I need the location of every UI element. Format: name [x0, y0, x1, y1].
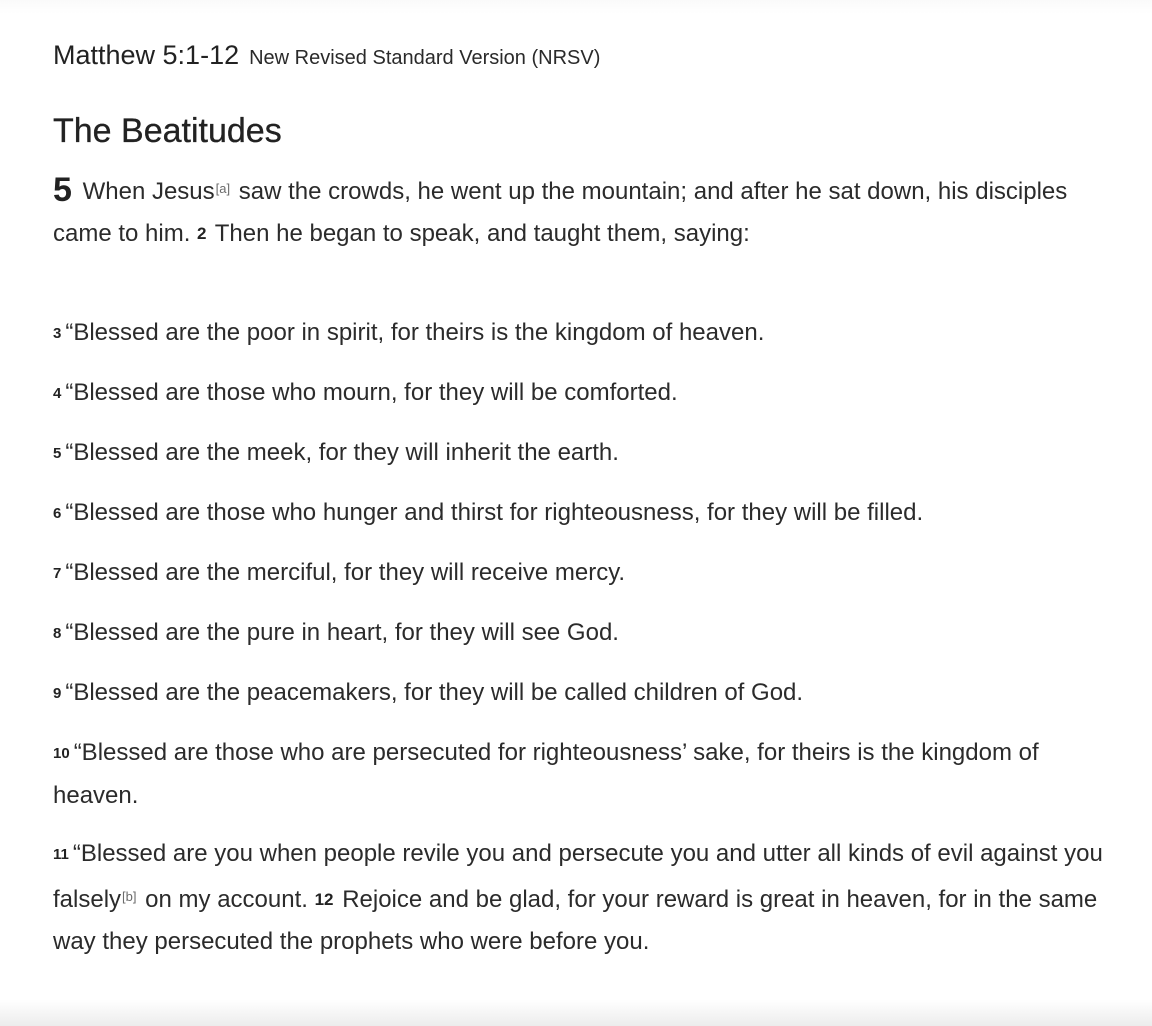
verse-text-2: Then he began to speak, and taught them, saying: — [214, 220, 750, 247]
verse-number-3: 3 — [53, 325, 62, 342]
verse-number-11: 11 — [53, 846, 69, 863]
passage-reference: Matthew 5:1-12 — [53, 40, 240, 70]
verse-text-5: “Blessed are the meek, for they will inherit the earth. — [65, 439, 619, 466]
verse-paragraph-8 — [53, 612, 1123, 655]
verse-number-4: 4 — [53, 385, 62, 402]
footnote-link-a[interactable]: [a] — [215, 181, 231, 196]
verse-text-11b: on my account. — [138, 886, 315, 913]
footnote-link-b[interactable]: [b] — [122, 889, 137, 904]
section-heading: The Beatitudes — [53, 112, 282, 150]
verse-paragraph-9 — [53, 672, 1123, 715]
verse-text-9: “Blessed are the peacemakers, for they will be called children of God. — [65, 679, 804, 706]
verse-number-6: 6 — [53, 505, 62, 522]
verse-paragraph-1-2 — [53, 168, 1123, 255]
passage-reference-line — [53, 40, 600, 71]
verse-text-7: “Blessed are the merciful, for they will receive mercy. — [65, 559, 626, 586]
verse-text-10: “Blessed are those who are persecuted for righteousness’ sake, for theirs is the kingdom of heaven. — [53, 739, 1039, 809]
verse-paragraph-5 — [53, 432, 1123, 475]
verse-text-11a: “Blessed are you when people revile you and persecute you and utter all kinds of evil against you falsely — [53, 840, 1103, 913]
verse-number-7: 7 — [53, 565, 62, 582]
verse-paragraph-10 — [53, 732, 1123, 817]
verse-paragraph-7 — [53, 552, 1123, 595]
verse-number-5: 5 — [53, 445, 62, 462]
verse-number-8: 8 — [53, 625, 62, 642]
chapter-number: 5 — [53, 171, 72, 209]
verse-text-12: Rejoice and be glad, for your reward is great in heaven, for in the same way they persecuted the prophets who were before you. — [53, 886, 1098, 955]
verse-text-6: “Blessed are those who hunger and thirst for righteousness, for they will be filled. — [65, 499, 924, 526]
verse-text-3: “Blessed are the poor in spirit, for theirs is the kingdom of heaven. — [65, 319, 765, 346]
verse-paragraph-4 — [53, 372, 1123, 415]
verse-number-9: 9 — [53, 685, 62, 702]
verse-paragraph-3 — [53, 312, 1123, 355]
verse-paragraph-11-12 — [53, 833, 1123, 963]
verse-number-2: 2 — [197, 224, 207, 243]
verse-number-10: 10 — [53, 745, 70, 762]
verse-text-1b: saw the crowds, he went up the mountain; and after he sat down, his disciples came to him. — [53, 178, 1068, 247]
version-label: New Revised Standard Version (NRSV) — [249, 47, 601, 69]
verse-text-8: “Blessed are the pure in heart, for they will see God. — [65, 619, 619, 646]
verse-number-12: 12 — [314, 890, 334, 909]
verse-paragraph-6 — [53, 492, 1123, 535]
verse-text-4: “Blessed are those who mourn, for they will be comforted. — [65, 379, 678, 406]
verse-text-1a: When Jesus — [82, 178, 215, 205]
